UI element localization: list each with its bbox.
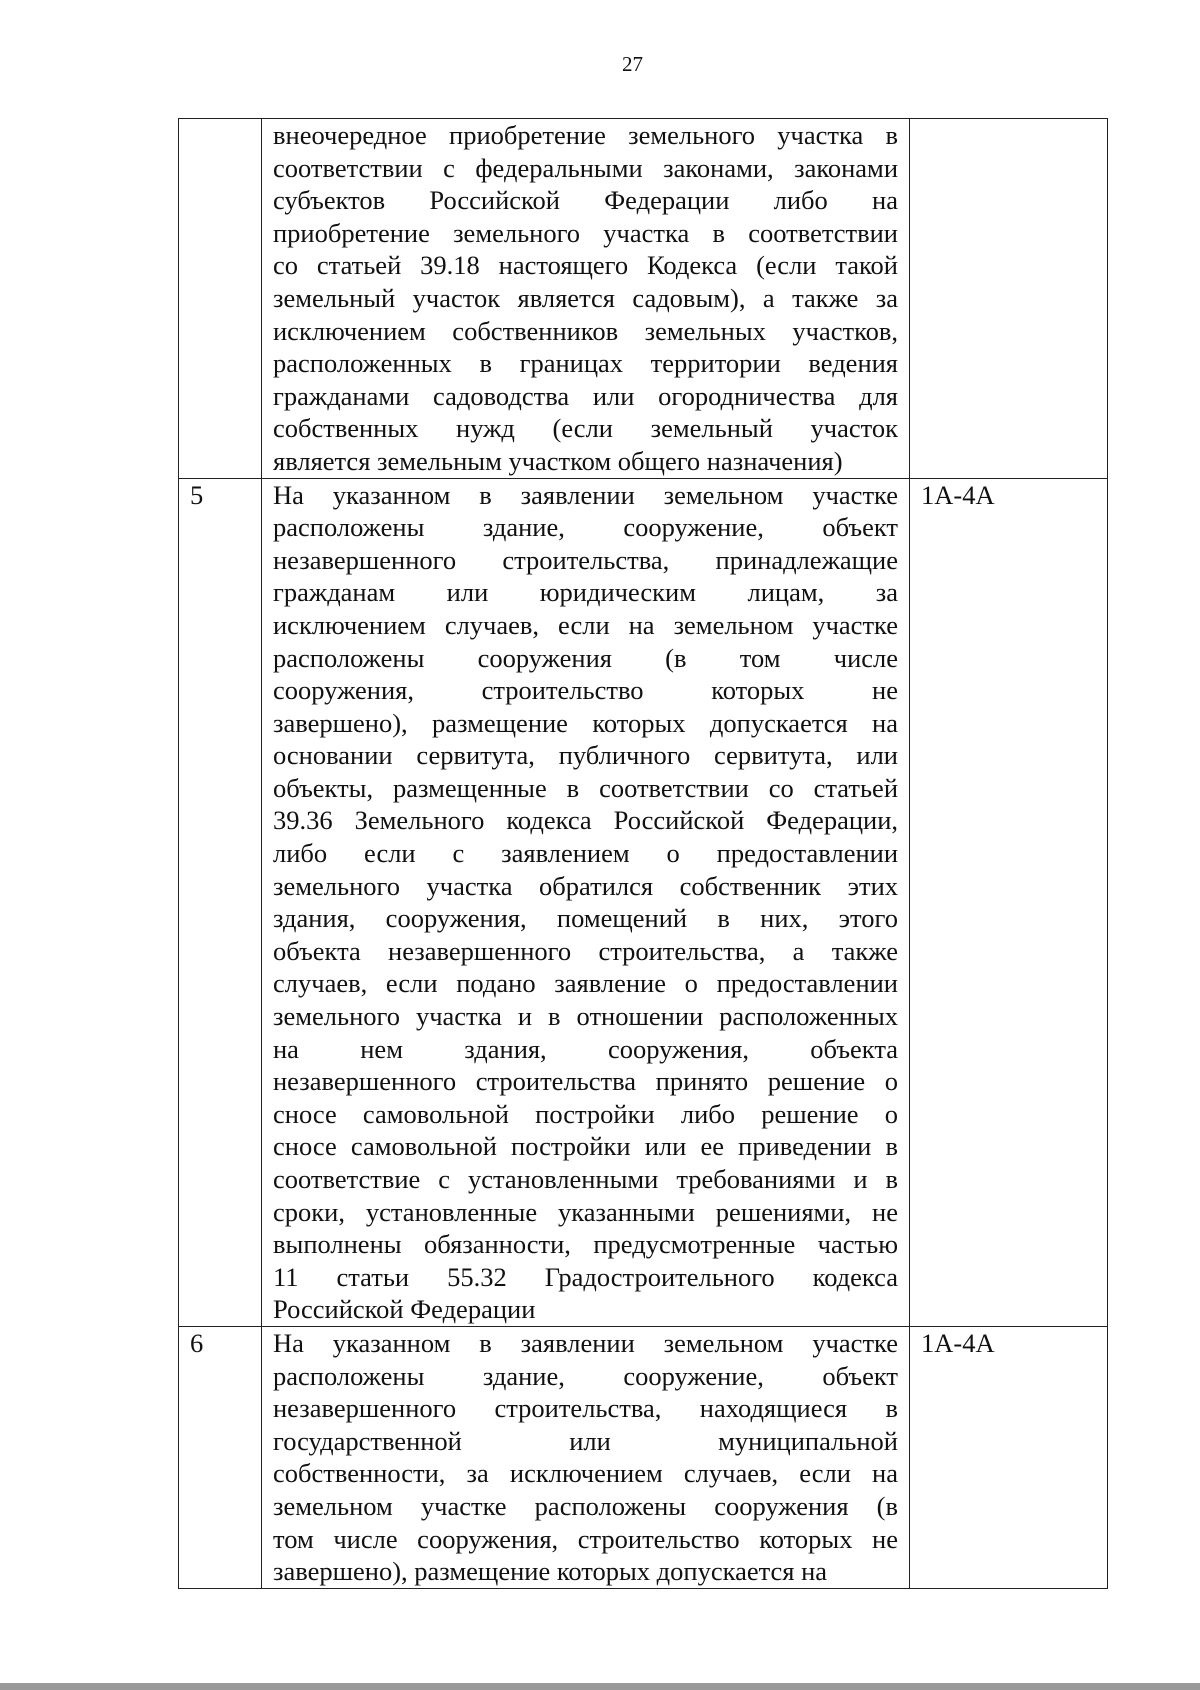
ground-description-cell bbox=[262, 119, 910, 479]
text-line: земельный участок является садовым), а также за bbox=[273, 282, 898, 313]
text-line: 11 статьи 55.32 Градостроительного кодекса bbox=[273, 1261, 898, 1292]
text-line: субъектов Российской Федерации либо на bbox=[273, 185, 898, 216]
text-line: приобретение земельного участка в соответствии bbox=[273, 217, 898, 248]
text-line: 39.36 Земельного кодекса Российской Федерации, bbox=[273, 805, 898, 836]
text-line: завершено), размещение которых допускается на bbox=[273, 707, 898, 738]
row-number-cell: 6 bbox=[179, 1326, 262, 1588]
text-line: исключением собственников земельных участков, bbox=[273, 315, 898, 346]
text-line: сооружения, строительство которых не bbox=[273, 675, 898, 706]
text-line: завершено), размещение которых допускается на bbox=[273, 1556, 828, 1587]
text-line: является земельным участком общего назначения) bbox=[273, 445, 843, 476]
text-line: сносе самовольной постройки либо решение о bbox=[273, 1098, 898, 1129]
ground-description-cell bbox=[262, 478, 910, 1326]
text-line: незавершенного строительства принято решение о bbox=[273, 1066, 898, 1097]
text-line: случаев, если подано заявление о предоставлении bbox=[273, 968, 898, 999]
text-line: земельного участка и в отношении расположенных bbox=[273, 1001, 898, 1032]
table-row bbox=[179, 1326, 1108, 1588]
text-line: земельном участке расположены сооружения (в bbox=[273, 1490, 898, 1521]
text-line: исключением случаев, если на земельном участке bbox=[273, 609, 898, 640]
text-line: расположены здание, сооружение, объект bbox=[273, 512, 898, 543]
text-line: объекты, размещенные в соответствии со статьей bbox=[273, 772, 898, 803]
text-line: сроки, установленные указанными решениями, не bbox=[273, 1196, 898, 1227]
text-line: здания, сооружения, помещений в них, этого bbox=[273, 903, 898, 934]
text-line: соответствие с установленными требованиями и в bbox=[273, 1164, 898, 1194]
text-line: земельного участка обратился собственник этих bbox=[273, 870, 898, 901]
row-number-cell: 5 bbox=[179, 478, 262, 1326]
text-line: выполнены обязанности, предусмотренные частью bbox=[273, 1229, 898, 1260]
text-line: На указанном в заявлении земельном участке bbox=[273, 1327, 898, 1358]
text-line: на нем здания, сооружения, объекта bbox=[273, 1033, 898, 1064]
text-line: гражданами садоводства или огородничества для bbox=[273, 380, 898, 411]
text-line: расположены сооружения (в том числе bbox=[273, 642, 898, 673]
text-line: со статьей 39.18 настоящего Кодекса (если такой bbox=[273, 250, 898, 281]
text-line: государственной или муниципальной bbox=[273, 1425, 898, 1456]
text-line: сносе самовольной постройки или ее приведении в bbox=[273, 1131, 898, 1162]
ground-description-cell bbox=[262, 1326, 910, 1588]
row-number-cell bbox=[179, 119, 262, 479]
text-line: соответствии с федеральными законами, законами bbox=[273, 152, 898, 183]
text-line: гражданам или юридическим лицам, за bbox=[273, 577, 898, 608]
applicability-code-cell bbox=[910, 119, 1108, 479]
text-line: расположены здание, сооружение, объект bbox=[273, 1360, 898, 1391]
text-line: том числе сооружения, строительство которых не bbox=[273, 1523, 898, 1554]
applicability-code-cell: 1А-4А bbox=[910, 478, 1108, 1326]
table-row bbox=[179, 478, 1108, 1326]
text-line: собственных нужд (если земельный участок bbox=[273, 413, 898, 444]
text-line: объекта незавершенного строительства, а также bbox=[273, 935, 898, 966]
text-line: внеочередное приобретение земельного участка в bbox=[273, 120, 898, 150]
text-line: либо если с заявлением о предоставлении bbox=[273, 838, 898, 869]
text-line: основании сервитута, публичного сервитута, или bbox=[273, 740, 898, 771]
scan-bottom-edge bbox=[0, 1683, 1200, 1690]
text-line: собственности, за исключением случаев, если на bbox=[273, 1458, 898, 1489]
page-number: 27 bbox=[622, 52, 643, 76]
text-line: Российской Федерации bbox=[273, 1294, 536, 1325]
text-line: незавершенного строительства, находящиеся в bbox=[273, 1393, 898, 1424]
table-row bbox=[179, 119, 1108, 479]
grounds-table bbox=[178, 118, 1108, 1589]
text-line: На указанном в заявлении земельном участке bbox=[273, 479, 898, 510]
text-line: расположенных в границах территории ведения bbox=[273, 348, 898, 379]
applicability-code-cell: 1А-4А bbox=[910, 1326, 1108, 1588]
text-line: незавершенного строительства, принадлежащие bbox=[273, 544, 898, 575]
